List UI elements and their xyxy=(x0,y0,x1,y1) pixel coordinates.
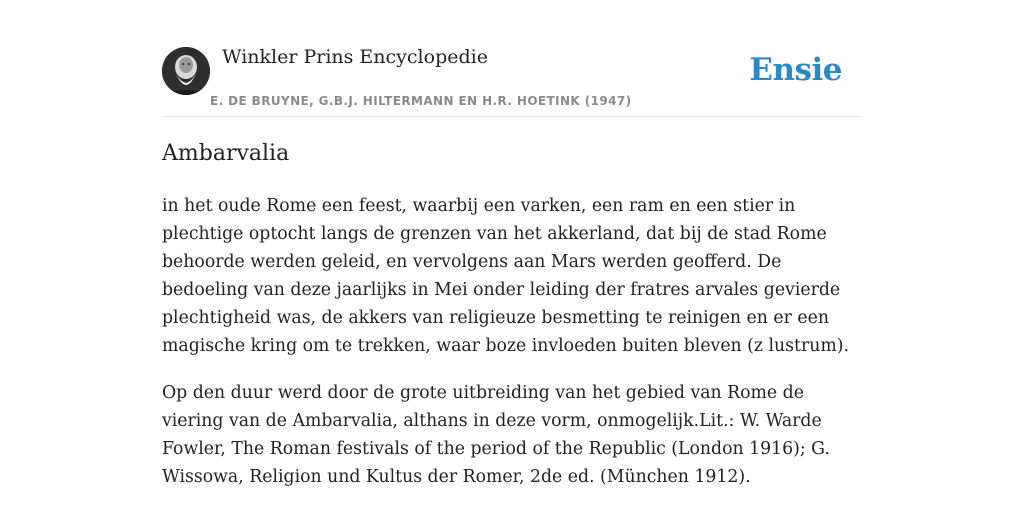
article-title: Ambarvalia xyxy=(162,141,290,166)
article-paragraph: Op den duur werd door de grote uitbreiding van het gebied van Rome de viering van de Ambarvalia, althans in deze vorm, onmogelijk.Lit.: W. Warde Fowler, The Roman festivals of the period of the Republic (London 1916); G. Wissowa, Religion und Kultus der Romer, 2de ed. (München 1912). xyxy=(162,383,830,487)
bearded-man-portrait-icon xyxy=(162,47,210,95)
source-title[interactable]: Winkler Prins Encyclopedie xyxy=(222,46,488,68)
article-paragraph: in het oude Rome een feest, waarbij een varken, een ram en een stier in plechtige optocht langs de grenzen van het akkerland, dat bij de stad Rome behoorde werden geleid, en vervolgens aan Mars werden geofferd. De bedoeling van deze jaarlijks in Mei onder leiding der fratres arvales gevierde plechtigheid was, de akkers van religieuze besmetting te reinigen en er een magische kring om te trekken, waar boze invloeden buiten bleven (z lustrum). xyxy=(162,196,849,356)
brand-logo[interactable]: Ensie xyxy=(749,52,842,88)
article-header xyxy=(162,0,862,117)
author-avatar[interactable] xyxy=(162,47,210,95)
article-page xyxy=(162,0,862,487)
source-authors: E. DE BRUYNE, G.B.J. HILTERMANN EN H.R. HOETINK (1947) xyxy=(210,94,632,108)
